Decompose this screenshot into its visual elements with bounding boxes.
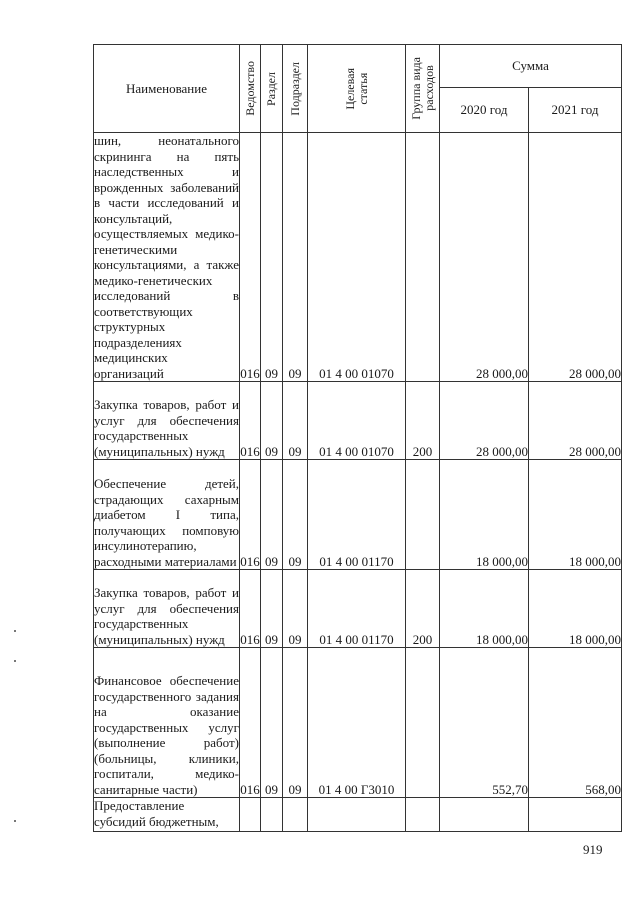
row-sum-2021: 18 000,00 — [529, 570, 622, 648]
header-target-article: Целевая статья — [308, 45, 406, 133]
row-department: 016 — [240, 133, 261, 382]
scan-speck — [14, 660, 16, 662]
row-name: Финансовое обеспечение государственного задания на оказание государственных услуг (выполнение работ) (больницы, клиники, госпитали, медико-санитарные части) — [94, 648, 240, 798]
header-sum: Сумма — [440, 45, 622, 88]
row-department: 016 — [240, 460, 261, 570]
row-sum-2020: 552,70 — [440, 648, 529, 798]
row-section: 09 — [261, 133, 283, 382]
row-department: 016 — [240, 382, 261, 460]
page-number: 919 — [583, 842, 603, 857]
row-subsection: 09 — [283, 570, 308, 648]
row-sum-2021: 18 000,00 — [529, 460, 622, 570]
row-section: 09 — [261, 648, 283, 798]
row-sum-2021: 568,00 — [529, 648, 622, 798]
row-expense-group — [406, 648, 440, 798]
row-sum-2021 — [529, 798, 622, 832]
row-sum-2021: 28 000,00 — [529, 382, 622, 460]
row-section: 09 — [261, 570, 283, 648]
header-year-2020: 2020 год — [440, 88, 529, 133]
row-expense-group — [406, 133, 440, 382]
row-sum-2020: 18 000,00 — [440, 570, 529, 648]
budget-table — [93, 44, 622, 832]
row-target-article: 01 4 00 01070 — [308, 133, 406, 382]
table-row — [94, 570, 622, 648]
table-row — [94, 460, 622, 570]
row-target-article: 01 4 00 01070 — [308, 382, 406, 460]
row-target-article: 01 4 00 01170 — [308, 460, 406, 570]
row-subsection: 09 — [283, 382, 308, 460]
row-sum-2021: 28 000,00 — [529, 133, 622, 382]
row-section: 09 — [261, 460, 283, 570]
row-expense-group: 200 — [406, 382, 440, 460]
row-department — [240, 798, 261, 832]
row-sum-2020: 18 000,00 — [440, 460, 529, 570]
row-expense-group — [406, 798, 440, 832]
table-row — [94, 798, 622, 832]
header-department: Ведомство — [240, 45, 261, 133]
row-sum-2020 — [440, 798, 529, 832]
row-department: 016 — [240, 648, 261, 798]
scan-speck — [14, 820, 16, 822]
row-name: шин, неонатального скрининга на пять наследственных и врожденных заболеваний в части исследований и консультаций, осуществляемых медико-генетическими консультациями, а также медико-генетических исследований в соответствующих структурных подразделениях медицинских организаций — [94, 133, 239, 381]
row-subsection: 09 — [283, 460, 308, 570]
row-target-article: 01 4 00 01170 — [308, 570, 406, 648]
row-department: 016 — [240, 570, 261, 648]
row-subsection: 09 — [283, 133, 308, 382]
table-row — [94, 133, 622, 382]
row-sum-2020: 28 000,00 — [440, 133, 529, 382]
table-row — [94, 382, 622, 460]
row-section — [261, 798, 283, 832]
row-target-article: 01 4 00 Г3010 — [308, 648, 406, 798]
row-sum-2020: 28 000,00 — [440, 382, 529, 460]
row-target-article — [308, 798, 406, 832]
header-subsection: Подраздел — [283, 45, 308, 133]
row-name: Закупка товаров, работ и услуг для обеспечения государственных (муниципальных) нужд — [94, 570, 240, 648]
row-expense-group: 200 — [406, 570, 440, 648]
header-name: Наименование — [94, 45, 240, 133]
row-name: Обеспечение детей, страдающих сахарным диабетом I типа, получающих помповую инсулинотерапию, расходными материалами — [94, 460, 240, 570]
row-name: Закупка товаров, работ и услуг для обеспечения государственных (муниципальных) нужд — [94, 382, 240, 460]
row-subsection: 09 — [283, 648, 308, 798]
row-section: 09 — [261, 382, 283, 460]
scan-speck — [14, 630, 16, 632]
table-row — [94, 648, 622, 798]
row-expense-group — [406, 460, 440, 570]
header-expense-group: Группа вида расходов — [406, 45, 440, 133]
header-section: Раздел — [261, 45, 283, 133]
header-year-2021: 2021 год — [529, 88, 622, 133]
row-subsection — [283, 798, 308, 832]
row-name: Предоставление субсидий бюджетным, — [94, 798, 240, 832]
